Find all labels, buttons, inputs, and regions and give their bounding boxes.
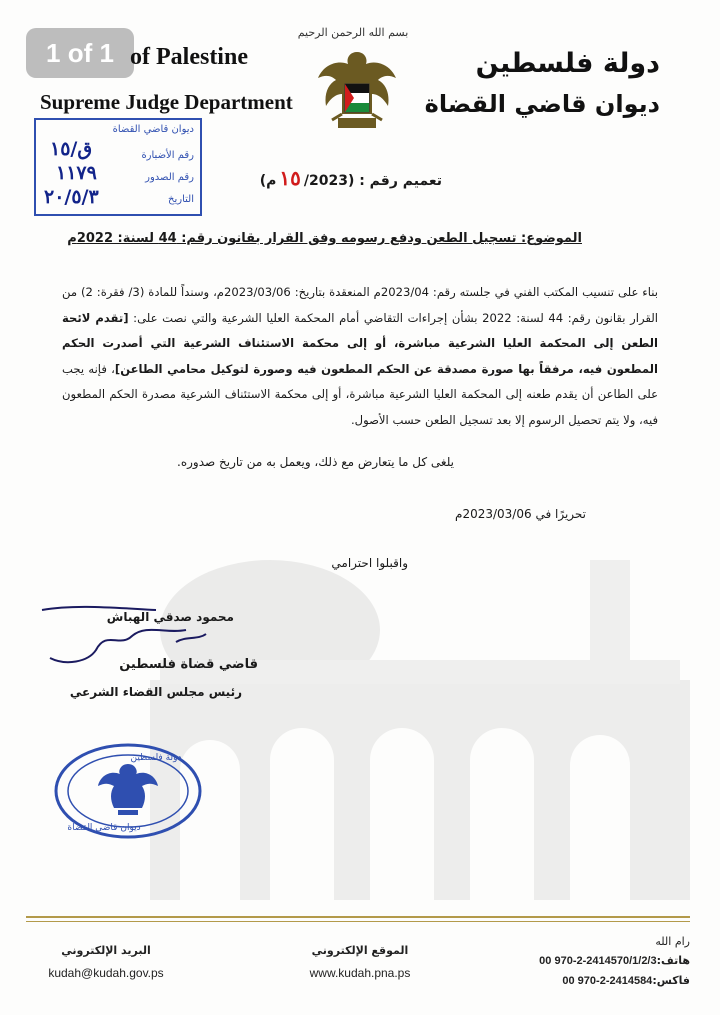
seal-top-text: دولة فلسطين: [130, 753, 182, 763]
official-seal-icon: [52, 740, 204, 842]
signatory-title: قاضي قضاة فلسطين: [119, 657, 258, 672]
cancellation-clause: يلغى كل ما يتعارض مع ذلك، ويعمل به من تاريخ صدوره.: [177, 455, 454, 469]
footer-email: [36, 940, 176, 984]
footer-rule: [26, 916, 690, 918]
phone-label: هاتف:: [656, 954, 690, 967]
english-country-title: of Palestine: [130, 44, 248, 70]
page-counter: 1 of 1: [26, 28, 134, 78]
email-label: البريد الإلكتروني: [61, 944, 151, 957]
circular-number: [260, 166, 442, 190]
seal-bottom-text: ديوان قاضي القضاة: [67, 823, 141, 833]
letter-body: [62, 280, 658, 433]
subject-line: الموضوع: تسجيل الطعن ودفع رسومه وفق القرار بقانون رقم: 44 لسنة: 2022م: [67, 231, 582, 246]
signatory-name: محمود صدقي الهباش: [106, 610, 234, 624]
email-link[interactable]: kudah@kudah.gov.ps: [48, 966, 164, 980]
stamp-archive-label: رقم الأضبارة: [141, 150, 194, 161]
body-part-2: ، فإنه يجب على الطاعن أن يقدم طعنه إلى المحكمة العليا الشرعية مباشرة، أو إلى محكمة الاستئناف الشرعية مصدرة الحكم المطعون فيه، ولا يتم تحصيل الرسوم إلا بعد تسجيل الطعن حسب الأصول.: [62, 361, 658, 427]
body-part-1: بناء على تنسيب المكتب الفني في جلسته رقم: 2023/04م المنعقدة بتاريخ: 2023/03/06م، وسنداً للمادة (3/ فقرة: 2) من القرار بقانون رقم: 44 لسنة: 2022 بشأن إجراءات التقاضي أمام المحكمة العليا الشرعية والتي نصت على:: [62, 285, 658, 325]
footer-city: رام الله: [655, 935, 690, 948]
basmala-text: بسم الله الرحمن الرحيم: [297, 26, 409, 39]
english-department-title: Supreme Judge Department: [40, 90, 293, 114]
phone-number: 00 970-2-2414570/1/2/3: [539, 955, 657, 967]
eagle-emblem-icon: [312, 44, 402, 136]
signatory-subtitle: رئيس مجلس القضاء الشرعي: [69, 685, 242, 699]
stamp-header: ديوان قاضي القضاة: [112, 124, 194, 135]
circular-label: تعميم رقم : (: [347, 173, 442, 189]
circular-year: /2023م): [259, 173, 348, 189]
arabic-department-title: ديوان قاضي القضاة: [424, 90, 660, 118]
body-quoted-article: [تقدم لائحة الطعن إلى المحكمة العليا الشرعية مباشرة، أو إلى محكمة الاستئناف الشرعية التي أصدرت الحكم المطعون فيه، مرفقاً بها صورة مصدقة عن الحكم المطعون فيه وصورة لتوكيل محامي الطاعن]: [62, 310, 658, 376]
stamp-date-label: التاريخ: [168, 194, 194, 205]
fax-label: فاكس:: [652, 974, 690, 987]
stamp-archive-value: ق/١٥: [50, 138, 93, 160]
written-date: تحريرًا في 2023/03/06م: [455, 507, 586, 521]
fax-number: 00 970-2-2414584: [562, 975, 653, 987]
arabic-country-title: دولة فلسطين: [475, 48, 660, 79]
website-label: الموقع الإلكتروني: [311, 944, 409, 957]
footer-rule-thin: [26, 921, 690, 922]
regards-line: واقبلوا احترامي: [331, 556, 408, 570]
incoming-mail-stamp: [34, 118, 202, 216]
stamp-issue-value: ١١٧٩: [56, 162, 97, 184]
footer-website: [300, 940, 420, 984]
stamp-date-value: ٢٠/٥/٣: [44, 186, 99, 208]
website-link[interactable]: www.kudah.pna.ps: [309, 966, 411, 980]
stamp-issue-label: رقم الصدور: [145, 172, 194, 183]
footer-contact: [539, 932, 690, 991]
circular-number-value: ١٥: [279, 166, 301, 190]
